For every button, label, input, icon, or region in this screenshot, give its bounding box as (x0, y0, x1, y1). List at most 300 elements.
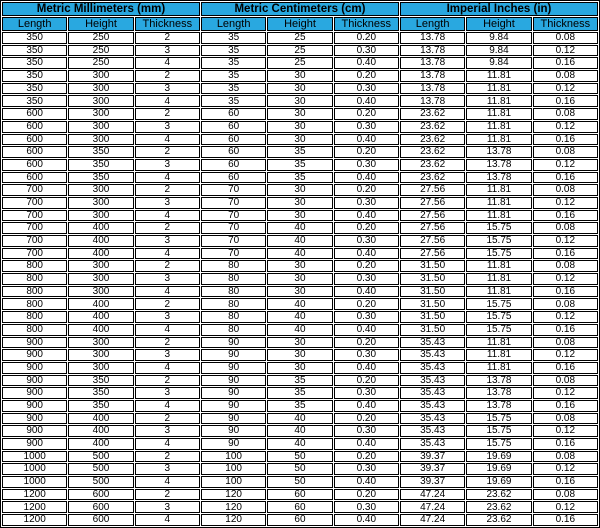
table-cell: 0.20 (334, 298, 399, 310)
table-cell: 39.37 (400, 463, 465, 475)
table-cell: 600 (2, 159, 67, 171)
table-cell: 2 (135, 108, 200, 120)
table-cell: 400 (68, 324, 133, 336)
table-cell: 350 (68, 146, 133, 158)
table-cell: 0.40 (334, 362, 399, 374)
column-header-mm-height: Height (68, 17, 133, 31)
table-cell: 11.81 (466, 273, 531, 285)
table-cell: 600 (2, 108, 67, 120)
table-cell: 27.56 (400, 197, 465, 209)
table-cell: 0.40 (334, 514, 399, 526)
table-cell: 13.78 (400, 32, 465, 44)
table-cell: 900 (2, 375, 67, 387)
table-cell: 0.20 (334, 413, 399, 425)
section-title-imperial-in: Imperial Inches (in) (400, 2, 598, 16)
table-cell: 0.30 (334, 83, 399, 95)
table-cell: 900 (2, 413, 67, 425)
table-cell: 35 (201, 32, 266, 44)
table-cell: 2 (135, 413, 200, 425)
table-cell: 4 (135, 248, 200, 260)
table-cell: 35.43 (400, 400, 465, 412)
table-row (2, 197, 598, 209)
table-cell: 15.75 (466, 438, 531, 450)
table-cell: 0.40 (334, 324, 399, 336)
table-row (2, 501, 598, 513)
table-cell: 35 (267, 400, 332, 412)
table-cell: 9.84 (466, 32, 531, 44)
table-cell: 90 (201, 337, 266, 349)
table-cell: 3 (135, 273, 200, 285)
table-cell: 35.43 (400, 362, 465, 374)
table-cell: 0.30 (334, 121, 399, 133)
table-cell: 35.43 (400, 349, 465, 361)
table-row (2, 95, 598, 107)
table-row (2, 349, 598, 361)
table-cell: 13.78 (466, 400, 531, 412)
table-row (2, 172, 598, 184)
table-cell: 30 (267, 362, 332, 374)
table-cell: 25 (267, 32, 332, 44)
table-cell: 35.43 (400, 387, 465, 399)
table-cell: 0.40 (334, 438, 399, 450)
table-row (2, 362, 598, 374)
table-cell: 300 (68, 362, 133, 374)
table-cell: 35 (267, 375, 332, 387)
table-row (2, 121, 598, 133)
table-row (2, 375, 598, 387)
table-cell: 70 (201, 197, 266, 209)
table-cell: 300 (68, 273, 133, 285)
table-row (2, 387, 598, 399)
table-cell: 250 (68, 57, 133, 69)
column-header-in-length: Length (400, 17, 465, 31)
table-cell: 1000 (2, 476, 67, 488)
table-cell: 30 (267, 70, 332, 82)
table-cell: 40 (267, 248, 332, 260)
table-cell: 80 (201, 273, 266, 285)
table-cell: 11.81 (466, 260, 531, 272)
table-cell: 13.78 (400, 57, 465, 69)
table-cell: 40 (267, 311, 332, 323)
table-header (2, 2, 598, 31)
table-cell: 31.50 (400, 298, 465, 310)
table-row (2, 108, 598, 120)
table-cell: 700 (2, 248, 67, 260)
table-cell: 0.40 (334, 95, 399, 107)
table-cell: 0.08 (533, 298, 598, 310)
table-cell: 35 (201, 57, 266, 69)
table-cell: 0.12 (533, 501, 598, 513)
table-cell: 4 (135, 438, 200, 450)
table-cell: 3 (135, 159, 200, 171)
table-cell: 13.78 (400, 70, 465, 82)
table-cell: 50 (267, 451, 332, 463)
table-cell: 100 (201, 463, 266, 475)
table-cell: 0.12 (533, 235, 598, 247)
table-cell: 0.16 (533, 400, 598, 412)
table-cell: 27.56 (400, 184, 465, 196)
column-header-in-height: Height (466, 17, 531, 31)
table-cell: 80 (201, 311, 266, 323)
table-cell: 0.16 (533, 438, 598, 450)
table-cell: 300 (68, 70, 133, 82)
table-cell: 0.12 (533, 349, 598, 361)
table-cell: 27.56 (400, 222, 465, 234)
table-cell: 60 (267, 514, 332, 526)
table-cell: 80 (201, 260, 266, 272)
table-cell: 31.50 (400, 324, 465, 336)
table-row (2, 134, 598, 146)
table-cell: 90 (201, 349, 266, 361)
table-cell: 11.81 (466, 70, 531, 82)
table-cell: 400 (68, 222, 133, 234)
table-cell: 0.08 (533, 70, 598, 82)
table-cell: 4 (135, 134, 200, 146)
table-cell: 30 (267, 83, 332, 95)
table-cell: 13.78 (400, 95, 465, 107)
table-cell: 27.56 (400, 248, 465, 260)
table-cell: 300 (68, 210, 133, 222)
table-cell: 0.16 (533, 476, 598, 488)
table-cell: 0.08 (533, 260, 598, 272)
table-cell: 60 (201, 159, 266, 171)
table-cell: 30 (267, 197, 332, 209)
table-cell: 40 (267, 298, 332, 310)
table-cell: 60 (201, 121, 266, 133)
table-cell: 11.81 (466, 286, 531, 298)
table-cell: 60 (267, 501, 332, 513)
table-cell: 3 (135, 311, 200, 323)
table-cell: 0.40 (334, 210, 399, 222)
table-cell: 23.62 (400, 134, 465, 146)
table-cell: 90 (201, 400, 266, 412)
table-cell: 800 (2, 311, 67, 323)
table-row (2, 260, 598, 272)
table-cell: 30 (267, 108, 332, 120)
table-cell: 60 (201, 146, 266, 158)
table-cell: 2 (135, 222, 200, 234)
table-row (2, 476, 598, 488)
table-cell: 40 (267, 425, 332, 437)
table-cell: 80 (201, 324, 266, 336)
table-cell: 350 (68, 375, 133, 387)
table-cell: 600 (68, 489, 133, 501)
table-row (2, 32, 598, 44)
table-cell: 250 (68, 32, 133, 44)
table-cell: 2 (135, 146, 200, 158)
table-cell: 11.81 (466, 83, 531, 95)
table-cell: 15.75 (466, 413, 531, 425)
table-cell: 23.62 (466, 514, 531, 526)
table-row (2, 400, 598, 412)
table-cell: 0.40 (334, 400, 399, 412)
table-cell: 4 (135, 172, 200, 184)
column-header-cm-length: Length (201, 17, 266, 31)
table-cell: 120 (201, 514, 266, 526)
table-cell: 1000 (2, 451, 67, 463)
table-cell: 23.62 (400, 159, 465, 171)
table-cell: 250 (68, 45, 133, 57)
table-cell: 600 (2, 172, 67, 184)
table-cell: 350 (68, 159, 133, 171)
column-header-in-thickness: Thickness (533, 17, 598, 31)
table-cell: 0.40 (334, 476, 399, 488)
table-cell: 40 (267, 222, 332, 234)
table-cell: 2 (135, 260, 200, 272)
table-cell: 3 (135, 121, 200, 133)
table-cell: 900 (2, 400, 67, 412)
table-cell: 35 (201, 70, 266, 82)
table-cell: 3 (135, 83, 200, 95)
table-cell: 90 (201, 425, 266, 437)
table-cell: 350 (2, 70, 67, 82)
table-cell: 0.08 (533, 489, 598, 501)
table-cell: 0.20 (334, 489, 399, 501)
table-cell: 70 (201, 222, 266, 234)
table-cell: 60 (201, 172, 266, 184)
table-cell: 23.62 (400, 146, 465, 158)
table-row (2, 45, 598, 57)
table-cell: 0.16 (533, 514, 598, 526)
table-cell: 0.16 (533, 324, 598, 336)
section-title-row (2, 2, 598, 16)
table-cell: 19.69 (466, 476, 531, 488)
table-cell: 350 (2, 45, 67, 57)
table-cell: 3 (135, 235, 200, 247)
table-cell: 1200 (2, 514, 67, 526)
table-cell: 35 (267, 172, 332, 184)
table-row (2, 146, 598, 158)
table-cell: 40 (267, 235, 332, 247)
table-cell: 47.24 (400, 489, 465, 501)
table-row (2, 83, 598, 95)
table-row (2, 286, 598, 298)
table-cell: 0.12 (533, 83, 598, 95)
table-cell: 0.40 (334, 248, 399, 260)
table-cell: 0.40 (334, 172, 399, 184)
table-cell: 800 (2, 324, 67, 336)
table-cell: 13.78 (466, 172, 531, 184)
table-cell: 0.08 (533, 108, 598, 120)
table-cell: 350 (68, 172, 133, 184)
table-cell: 0.20 (334, 375, 399, 387)
table-cell: 11.81 (466, 210, 531, 222)
table-cell: 400 (68, 235, 133, 247)
table-cell: 0.08 (533, 32, 598, 44)
table-row (2, 324, 598, 336)
table-cell: 0.08 (533, 451, 598, 463)
table-cell: 35 (201, 83, 266, 95)
table-row (2, 311, 598, 323)
table-cell: 0.30 (334, 463, 399, 475)
table-row (2, 463, 598, 475)
table-cell: 11.81 (466, 337, 531, 349)
table-cell: 300 (68, 349, 133, 361)
table-cell: 70 (201, 184, 266, 196)
table-cell: 35 (201, 95, 266, 107)
table-cell: 35.43 (400, 413, 465, 425)
table-cell: 23.62 (400, 172, 465, 184)
table-cell: 2 (135, 489, 200, 501)
table-cell: 120 (201, 501, 266, 513)
table-cell: 0.16 (533, 286, 598, 298)
table-cell: 4 (135, 324, 200, 336)
table-cell: 39.37 (400, 476, 465, 488)
table-cell: 9.84 (466, 57, 531, 69)
column-header-mm-thickness: Thickness (135, 17, 200, 31)
table-cell: 0.40 (334, 134, 399, 146)
table-cell: 700 (2, 210, 67, 222)
table-cell: 9.84 (466, 45, 531, 57)
table-cell: 400 (68, 248, 133, 260)
table-cell: 70 (201, 210, 266, 222)
table-cell: 35 (267, 387, 332, 399)
table-cell: 13.78 (466, 387, 531, 399)
table-cell: 60 (201, 134, 266, 146)
table-cell: 23.62 (466, 489, 531, 501)
table-cell: 500 (68, 463, 133, 475)
table-row (2, 210, 598, 222)
table-cell: 700 (2, 235, 67, 247)
table-cell: 400 (68, 425, 133, 437)
table-cell: 0.20 (334, 32, 399, 44)
column-header-mm-length: Length (2, 17, 67, 31)
table-cell: 0.08 (533, 337, 598, 349)
table-row (2, 273, 598, 285)
table-cell: 300 (68, 108, 133, 120)
table-cell: 35 (201, 45, 266, 57)
table-cell: 70 (201, 248, 266, 260)
table-cell: 0.12 (533, 463, 598, 475)
table-cell: 300 (68, 184, 133, 196)
column-header-cm-height: Height (267, 17, 332, 31)
table-cell: 4 (135, 476, 200, 488)
table-cell: 0.08 (533, 222, 598, 234)
table-cell: 50 (267, 476, 332, 488)
table-row (2, 425, 598, 437)
table-cell: 80 (201, 286, 266, 298)
table-cell: 40 (267, 438, 332, 450)
table-cell: 0.30 (334, 387, 399, 399)
column-header-cm-thickness: Thickness (334, 17, 399, 31)
table-cell: 400 (68, 298, 133, 310)
table-cell: 0.30 (334, 501, 399, 513)
table-cell: 0.12 (533, 311, 598, 323)
table-cell: 31.50 (400, 286, 465, 298)
table-cell: 0.16 (533, 95, 598, 107)
table-cell: 13.78 (400, 45, 465, 57)
table-row (2, 70, 598, 82)
table-cell: 13.78 (400, 83, 465, 95)
table-cell: 800 (2, 298, 67, 310)
table-cell: 11.81 (466, 349, 531, 361)
table-cell: 11.81 (466, 197, 531, 209)
table-cell: 0.20 (334, 70, 399, 82)
table-cell: 15.75 (466, 311, 531, 323)
table-cell: 35.43 (400, 438, 465, 450)
table-cell: 350 (68, 387, 133, 399)
table-cell: 0.30 (334, 45, 399, 57)
table-cell: 30 (267, 337, 332, 349)
table-cell: 2 (135, 451, 200, 463)
table-cell: 0.12 (533, 159, 598, 171)
table-cell: 900 (2, 337, 67, 349)
table-cell: 2 (135, 70, 200, 82)
table-cell: 25 (267, 57, 332, 69)
table-cell: 15.75 (466, 298, 531, 310)
table-cell: 31.50 (400, 273, 465, 285)
table-cell: 0.30 (334, 197, 399, 209)
table-cell: 2 (135, 184, 200, 196)
table-cell: 0.20 (334, 260, 399, 272)
table-cell: 0.16 (533, 210, 598, 222)
table-cell: 23.62 (466, 501, 531, 513)
table-row (2, 413, 598, 425)
table-cell: 900 (2, 438, 67, 450)
table-cell: 39.37 (400, 451, 465, 463)
table-cell: 0.30 (334, 311, 399, 323)
table-cell: 0.20 (334, 184, 399, 196)
table-cell: 4 (135, 362, 200, 374)
table-cell: 900 (2, 349, 67, 361)
table-cell: 3 (135, 197, 200, 209)
table-cell: 350 (2, 83, 67, 95)
table-cell: 0.16 (533, 134, 598, 146)
table-cell: 0.08 (533, 184, 598, 196)
table-cell: 0.16 (533, 172, 598, 184)
table-cell: 2 (135, 298, 200, 310)
table-cell: 35.43 (400, 375, 465, 387)
table-cell: 400 (68, 413, 133, 425)
table-cell: 120 (201, 489, 266, 501)
table-cell: 0.16 (533, 248, 598, 260)
table-cell: 300 (68, 134, 133, 146)
table-cell: 0.30 (334, 425, 399, 437)
table-cell: 15.75 (466, 425, 531, 437)
table-cell: 13.78 (466, 375, 531, 387)
table-cell: 300 (68, 337, 133, 349)
table-cell: 300 (68, 197, 133, 209)
table-cell: 600 (68, 514, 133, 526)
table-row (2, 57, 598, 69)
table-cell: 0.30 (334, 159, 399, 171)
table-cell: 800 (2, 273, 67, 285)
table-cell: 30 (267, 95, 332, 107)
table-cell: 0.30 (334, 349, 399, 361)
table-cell: 100 (201, 476, 266, 488)
table-cell: 0.16 (533, 57, 598, 69)
table-cell: 0.20 (334, 451, 399, 463)
table-cell: 400 (68, 311, 133, 323)
table-cell: 47.24 (400, 514, 465, 526)
table-cell: 1200 (2, 489, 67, 501)
table-cell: 90 (201, 375, 266, 387)
table-cell: 3 (135, 349, 200, 361)
table-row (2, 489, 598, 501)
table-cell: 40 (267, 413, 332, 425)
table-cell: 700 (2, 184, 67, 196)
table-cell: 27.56 (400, 235, 465, 247)
table-row (2, 438, 598, 450)
table-row (2, 222, 598, 234)
table-cell: 0.40 (334, 286, 399, 298)
table-cell: 4 (135, 514, 200, 526)
table-cell: 500 (68, 451, 133, 463)
table-cell: 30 (267, 134, 332, 146)
table-cell: 30 (267, 273, 332, 285)
table-cell: 600 (2, 134, 67, 146)
table-cell: 2 (135, 375, 200, 387)
